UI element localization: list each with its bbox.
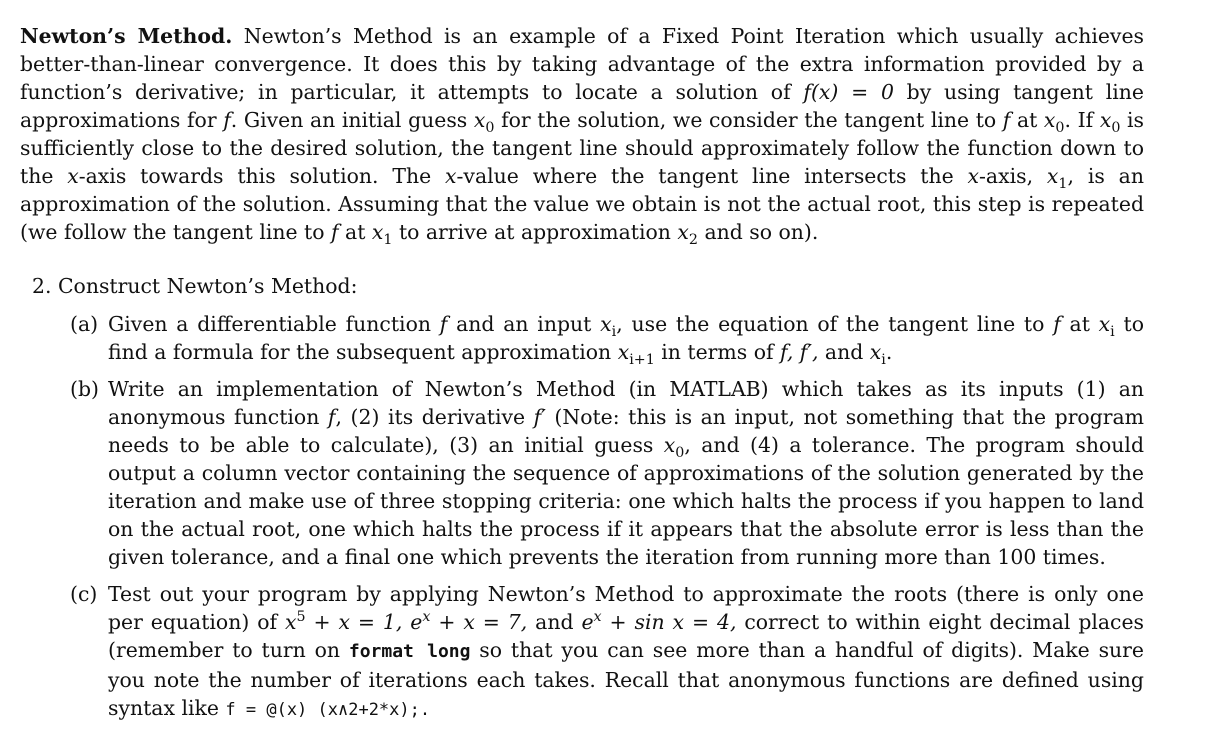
intro-text-14: and so on). <box>697 220 819 244</box>
equation-2: $e^x + x = 7$, <box>410 609 528 634</box>
part-c-text-1: Test out your program by applying Newton’s Method to approximate the roots (there is only one per equation) of <box>108 582 1144 634</box>
part-c-label: (c) <box>70 582 98 606</box>
part-b-text-4: , and (4) a tolerance. The program should output a column vector containing the sequence of approximations of the solution generated by the iteration and make use of three stopping criteria: one which halts the process if you happen to land on the actual root, one which halts the process if it appears that the absolute error is less than the given tolerance, and a final one which prevents the iteration from running more than 100 times. <box>108 433 1144 569</box>
intro-text-6: . If <box>1064 108 1100 132</box>
problem-parts-list <box>70 310 1144 724</box>
intro-text-2: by using tangent line approximations for <box>20 80 1144 132</box>
symbol-fprime: f′ <box>533 405 546 429</box>
symbol-f: f <box>1002 108 1011 132</box>
symbol-f: f <box>331 220 339 244</box>
intro-text-5: at <box>1010 108 1044 132</box>
intro-paragraph <box>20 22 1144 249</box>
part-c-text-3: correct to within eight decimal places (remember to turn on <box>108 610 1145 662</box>
symbol-x0: $x_0$ <box>1099 108 1121 137</box>
problem-number: 2. <box>32 274 52 298</box>
part-a-label: (a) <box>70 312 99 336</box>
intro-text-13: to arrive at approximation <box>392 220 678 244</box>
code-format-long: format long <box>348 641 471 662</box>
part-a-text-4: at <box>1060 312 1099 336</box>
part-a-text-3: , use the equation of the tangent line to <box>616 312 1054 336</box>
symbol-x1: $x_1$ <box>1046 164 1068 193</box>
intro-text-4: for the solution, we consider the tangent line to <box>494 108 1003 132</box>
symbol-x: x <box>445 164 457 188</box>
symbol-xi: $x_i$ <box>869 340 886 369</box>
intro-text-1: Newton’s Method is an example of a Fixed Point Iteration which usually achieves better-than-linear convergence. It does this by taking advantage of the extra information provided by a function’s derivative; in particular, it attempts to locate a solution of <box>20 24 1144 104</box>
part-a-text-5: to find a formula for the subsequent approximation <box>108 312 1144 364</box>
symbol-xi: $x_i$ <box>1098 312 1115 341</box>
symbol-x0: $x_0$ <box>473 108 495 137</box>
symbol-x2: $x_2$ <box>677 220 698 249</box>
part-c-text-2: and <box>527 610 582 634</box>
document-page <box>20 22 1144 740</box>
part-a <box>70 310 1144 369</box>
part-b-text-3: (Note: this is an input, not something that the program needs to be able to calculate), (3) an initial guess <box>108 405 1145 457</box>
intro-text-3: . Given an initial guess <box>230 108 474 132</box>
symbol-f: f <box>1053 312 1061 336</box>
symbol-xi-plus-1: $x_{i+1}$ <box>617 340 655 369</box>
symbol-f: f <box>327 405 336 429</box>
part-a-text-1: Given a differentiable function <box>108 312 440 336</box>
equation-1: $x^5 + x = 1$, <box>284 609 411 634</box>
symbol-x1: $x_1$ <box>371 220 393 249</box>
part-a-text-8: . <box>885 340 893 364</box>
symbol-f: f <box>439 312 448 336</box>
symbol-x0: $x_0$ <box>1043 108 1065 137</box>
intro-text-12: at <box>338 220 372 244</box>
intro-text-8: -axis towards this solution. The <box>78 164 446 188</box>
equation-f-x-equals-0: f(x) = 0 <box>803 80 894 104</box>
part-b-text-1: Write an implementation of Newton’s Method (in MATLAB) which takes as its inputs (1) an anonymous function <box>108 377 1144 429</box>
equation-3: $e^x + \sin x = 4$, <box>581 609 737 634</box>
symbol-f: f <box>223 108 231 132</box>
intro-title: Newton’s Method. <box>20 24 233 48</box>
intro-text-11: , is an approximation of the solution. Assuming that the value we obtain is not the actual root, this step is repeated (we follow the tangent line to <box>20 164 1144 244</box>
intro-text-9: -value where the tangent line intersects the <box>456 164 968 188</box>
part-b-label: (b) <box>70 377 99 401</box>
part-c-text-4: so that you can see more than a handful of digits). Make sure you note the number of iterations each takes. Recall that anonymous functions are defined using syntax like <box>108 638 1144 720</box>
part-b <box>70 375 1144 571</box>
symbol-xi: $x_i$ <box>600 312 617 341</box>
symbol-x: x <box>967 164 980 188</box>
intro-text-7: is sufficiently close to the desired solution, the tangent line should approximately follow the function down to the <box>20 108 1144 188</box>
part-b-text-2: , (2) its derivative <box>335 405 534 429</box>
problem-title: Construct Newton’s Method: <box>57 274 358 298</box>
intro-text-10: -axis, <box>979 164 1047 188</box>
symbol-x0: $x_0$ <box>663 433 685 462</box>
symbol-f-fprime: f, f′, <box>780 340 819 364</box>
part-a-text-7: and <box>818 340 870 364</box>
symbol-x: x <box>67 164 79 188</box>
code-anonymous-function-example: f = @(x) (x∧2+2*x);. <box>225 700 431 720</box>
part-c <box>70 580 1144 724</box>
problem-heading <box>32 272 1144 300</box>
part-a-text-2: and an input <box>447 312 601 336</box>
part-a-text-6: in terms of <box>654 340 780 364</box>
